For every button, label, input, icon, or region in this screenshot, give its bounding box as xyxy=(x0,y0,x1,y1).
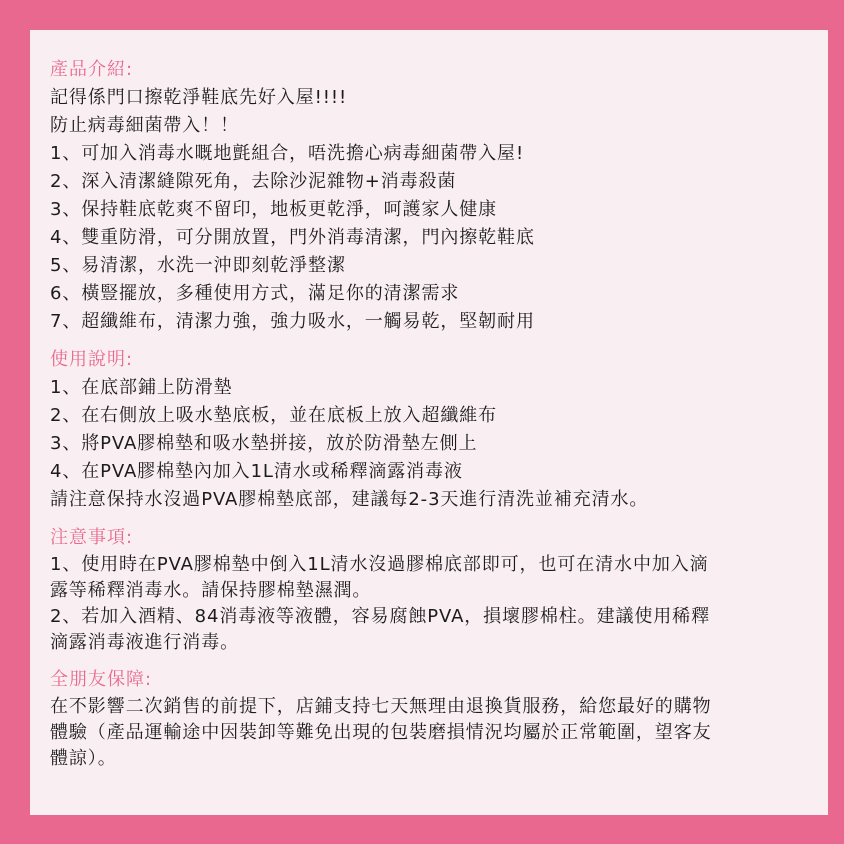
guarantee-text: 在不影響二次銷售的前提下，店鋪支持七天無理由退換貨服務，給您最好的購物 體驗（產品運輸途中因裝卸等難免出現的包裝磨損情況均屬於正常範圍，望客友 體諒）。 xyxy=(50,696,712,769)
usage-step-1: 1、在底部鋪上防滑墊 xyxy=(50,377,233,398)
product-intro-heading: 產品介紹: xyxy=(50,59,134,80)
feature-item-6: 6、橫豎擺放，多種使用方式，滿足你的清潔需求 xyxy=(50,283,460,304)
intro-line: 記得係門口擦乾淨鞋底先好入屋!!!! xyxy=(50,87,348,108)
usage-step-3: 3、將PVA膠棉墊和吸水墊拼接，放於防滑墊左側上 xyxy=(50,433,478,454)
feature-item-4: 4、雙重防滑，可分開放置，門外消毒清潔，門內擦乾鞋底 xyxy=(50,227,535,248)
notes-section xyxy=(50,524,808,656)
feature-item-3: 3、保持鞋底乾爽不留印，地板更乾淨，呵護家人健康 xyxy=(50,199,498,220)
intro-line: 防止病毒細菌帶入！！ xyxy=(50,115,239,136)
note-item-1: 1、使用時在PVA膠棉墊中倒入1L清水沒過膠棉底部即可，也可在清水中加入滴 露等稀釋消毒水。請保持膠棉墊濕潤。 xyxy=(50,554,709,601)
feature-item-5: 5、易清潔，水洗一沖即刻乾淨整潔 xyxy=(50,255,346,276)
usage-heading: 使用說明: xyxy=(50,349,134,370)
guarantee-heading: 全朋友保障: xyxy=(50,669,153,690)
feature-item-7: 7、超纖維布，清潔力強，強力吸水，一觸易乾，堅韌耐用 xyxy=(50,311,535,332)
content-panel xyxy=(30,30,828,815)
usage-step-4: 4、在PVA膠棉墊內加入1L清水或稀釋滴露消毒液 xyxy=(50,461,463,482)
usage-reminder: 請注意保持水沒過PVA膠棉墊底部，建議每2-3天進行清洗並補充清水。 xyxy=(50,489,649,510)
notes-heading: 注意事項: xyxy=(50,527,134,548)
product-intro-section xyxy=(50,56,808,336)
feature-item-2: 2、深入清潔縫隙死角，去除沙泥雜物+消毒殺菌 xyxy=(50,171,457,192)
usage-section xyxy=(50,346,808,514)
feature-item-1: 1、可加入消毒水嘅地氈組合，唔洗擔心病毒細菌帶入屋! xyxy=(50,143,525,164)
usage-step-2: 2、在右側放上吸水墊底板，並在底板上放入超纖維布 xyxy=(50,405,498,426)
note-item-2: 2、若加入酒精、84消毒液等液體，容易腐蝕PVA，損壞膠棉柱。建議使用稀釋 滴露消毒液進行消毒。 xyxy=(50,606,710,653)
guarantee-section xyxy=(50,666,808,772)
